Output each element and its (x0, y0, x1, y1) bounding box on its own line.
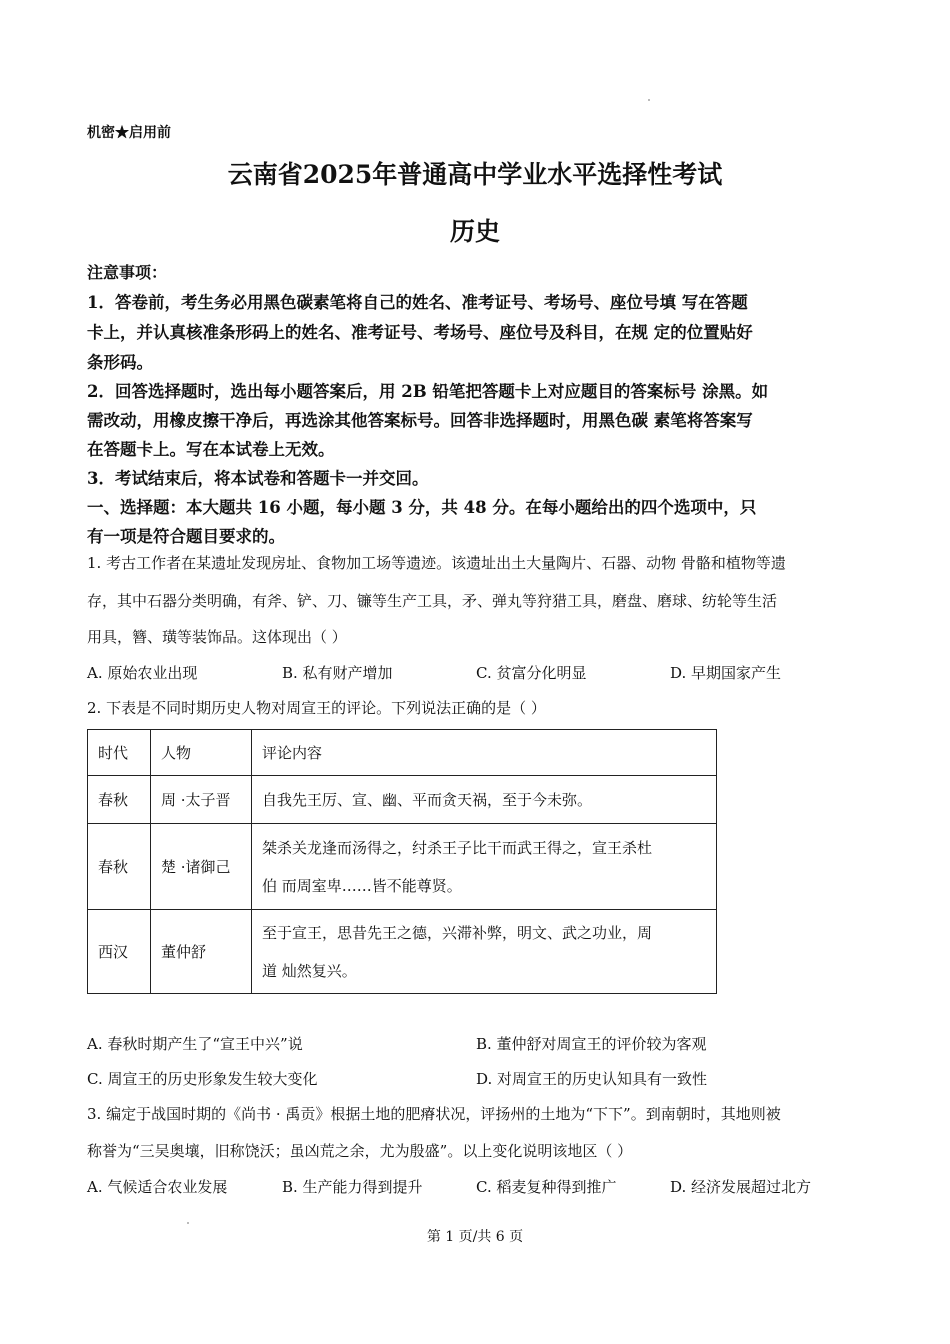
scan-dot (648, 99, 650, 101)
notes-line: 2．回答选择题时，选出每小题答案后，用 2B 铅笔把答题卡上对应题目的答案标号 涂黑。如 (87, 382, 769, 401)
q1-option-d: D. 早期国家产生 (670, 664, 782, 682)
question-3-stem: 称誉为“三吴奥壤，旧称饶沃；虽凶荒之余，尤为殷盛”。以上变化说明该地区（ ） (87, 1142, 633, 1160)
cell-comment (252, 910, 717, 994)
header-era: 时代 (88, 730, 151, 776)
q3-option-d: D. 经济发展超过北方 (670, 1178, 812, 1196)
question-2-stem: 2. 下表是不同时期历史人物对周宣王的评论。下列说法正确的是（ ） (87, 699, 546, 717)
comment-line: 至于宣王，思昔先王之德，兴滞补弊，明文、武之功业，周 (262, 923, 653, 942)
comment-line: 伯 而周室卑……皆不能尊贤。 (262, 876, 462, 895)
q3-option-b: B. 生产能力得到提升 (282, 1178, 423, 1196)
history-figures-table (87, 729, 717, 994)
notes-line: 在答题卡上。写在本试卷上无效。 (87, 440, 335, 459)
cell-comment (252, 824, 717, 910)
q2-option-a: A. 春秋时期产生了“宣王中兴”说 (87, 1035, 303, 1053)
q1-option-c: C. 贫富分化明显 (476, 664, 587, 682)
notes-line: 条形码。 (87, 353, 153, 372)
q3-option-a: A. 气候适合农业发展 (87, 1178, 228, 1196)
page-number: 第 1 页/共 6 页 (426, 1229, 524, 1245)
q2-option-c: C. 周宣王的历史形象发生较大变化 (87, 1070, 318, 1088)
q1-option-a: A. 原始农业出现 (87, 664, 198, 682)
notes-line: 1．答卷前，考生务必用黑色碳素笔将自己的姓名、准考证号、考场号、座位号填 写在答题 (87, 293, 748, 312)
comment-line: 道 灿然复兴。 (262, 961, 357, 980)
question-1-stem: 存，其中石器分类明确，有斧、铲、刀、镰等生产工具，矛、弹丸等狩猎工具，磨盘、磨球、纺轮等生活 (87, 592, 778, 610)
q3-option-c: C. 稻麦复种得到推广 (476, 1178, 617, 1196)
exam-title: 云南省2025年普通高中学业水平选择性考试 (227, 160, 723, 189)
notes-line: 3．考试结束后，将本试卷和答题卡一并交回。 (87, 469, 429, 488)
q2-option-b: B. 董仲舒对周宣王的评价较为客观 (476, 1035, 707, 1053)
table-row (88, 776, 717, 824)
header-person: 人物 (151, 730, 252, 776)
cell-person: 楚 ·诸御己 (151, 824, 252, 910)
notes-line: 需改动，用橡皮擦干净后，再选涂其他答案标号。回答非选择题时，用黑色碳 素笔将答案写 (87, 411, 753, 430)
cell-era: 春秋 (88, 776, 151, 824)
notes-line: 卡上，并认真核准条形码上的姓名、准考证号、考场号、座位号及科目，在规 定的位置贴好 (87, 323, 753, 342)
q1-option-b: B. 私有财产增加 (282, 664, 393, 682)
question-3-stem: 3. 编定于战国时期的《尚书 · 禹贡》根据土地的肥瘠状况，评扬州的土地为“下下”。到南朝时，其地则被 (87, 1105, 781, 1123)
confidential-label: 机密★启用前 (87, 125, 171, 141)
subject-title: 历史 (449, 217, 500, 246)
notes-heading: 注意事项： (87, 263, 168, 282)
question-1-stem: 用具，簪、璜等装饰品。这体现出（ ） (87, 628, 347, 646)
table-header-row (88, 730, 717, 776)
section-heading: 有一项是符合题目要求的。 (87, 527, 285, 546)
scan-dot (187, 1222, 189, 1224)
cell-era: 春秋 (88, 824, 151, 910)
header-comment: 评论内容 (252, 730, 717, 776)
comment-line: 自我先王厉、宣、幽、平而贪天祸，至于今未弥。 (262, 790, 593, 809)
section-heading: 一、选择题：本大题共 16 小题，每小题 3 分，共 48 分。在每小题给出的四个选项中，只 (87, 498, 757, 517)
cell-comment (252, 776, 717, 824)
table-row (88, 824, 717, 910)
comment-line: 桀杀关龙逢而汤得之，纣杀王子比干而武王得之，宣王杀杜 (262, 838, 653, 857)
cell-person: 董仲舒 (151, 910, 252, 994)
table-row (88, 910, 717, 994)
question-1-stem: 1. 考古工作者在某遗址发现房址、食物加工场等遗迹。该遗址出土大量陶片、石器、动物 骨骼和植物等遗 (87, 554, 786, 572)
cell-person: 周 ·太子晋 (151, 776, 252, 824)
cell-era: 西汉 (88, 910, 151, 994)
q2-option-d: D. 对周宣王的历史认知具有一致性 (476, 1070, 708, 1088)
